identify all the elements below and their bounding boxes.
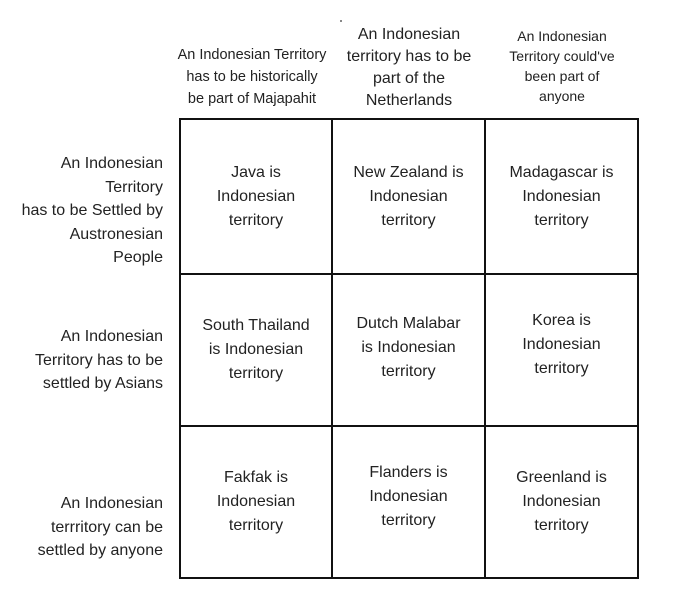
cell-dutch-malabar: Dutch Malabar is Indonesian territory (356, 315, 461, 380)
cell-korea: Korea is Indonesian territory (522, 312, 601, 377)
cell-java: Java is Indonesian territory (216, 163, 296, 229)
row-header-asians: An Indonesian Territory has to be settled by Asians (34, 328, 163, 392)
stray-dot (340, 20, 342, 22)
cell-greenland: Greenland is Indonesian territory (516, 469, 607, 534)
cell-madagascar: Madagascar is Indonesian territory (509, 163, 614, 229)
cell-new-zealand: New Zealand is Indonesian territory (353, 163, 464, 229)
column-header-anyone: An Indonesian Territory could've been part of anyone (509, 28, 615, 104)
cell-south-thailand: South Thailand is Indonesian territory (202, 317, 310, 382)
row-header-anyone: An Indonesian terrritory can be settled by anyone (37, 495, 163, 559)
cell-fakfak: Fakfak is Indonesian territory (216, 469, 296, 534)
cell-flanders: Flanders is Indonesian territory (369, 464, 448, 529)
column-header-netherlands: An Indonesian territory has to be part of the Netherlands (346, 26, 472, 109)
row-header-austronesian: An Indonesian Territory has to be Settled by Austronesian People (21, 155, 163, 266)
column-header-majapahit: An Indonesian Territory has to be historically be part of Majapahit (177, 47, 327, 107)
alignment-grid (179, 118, 639, 579)
